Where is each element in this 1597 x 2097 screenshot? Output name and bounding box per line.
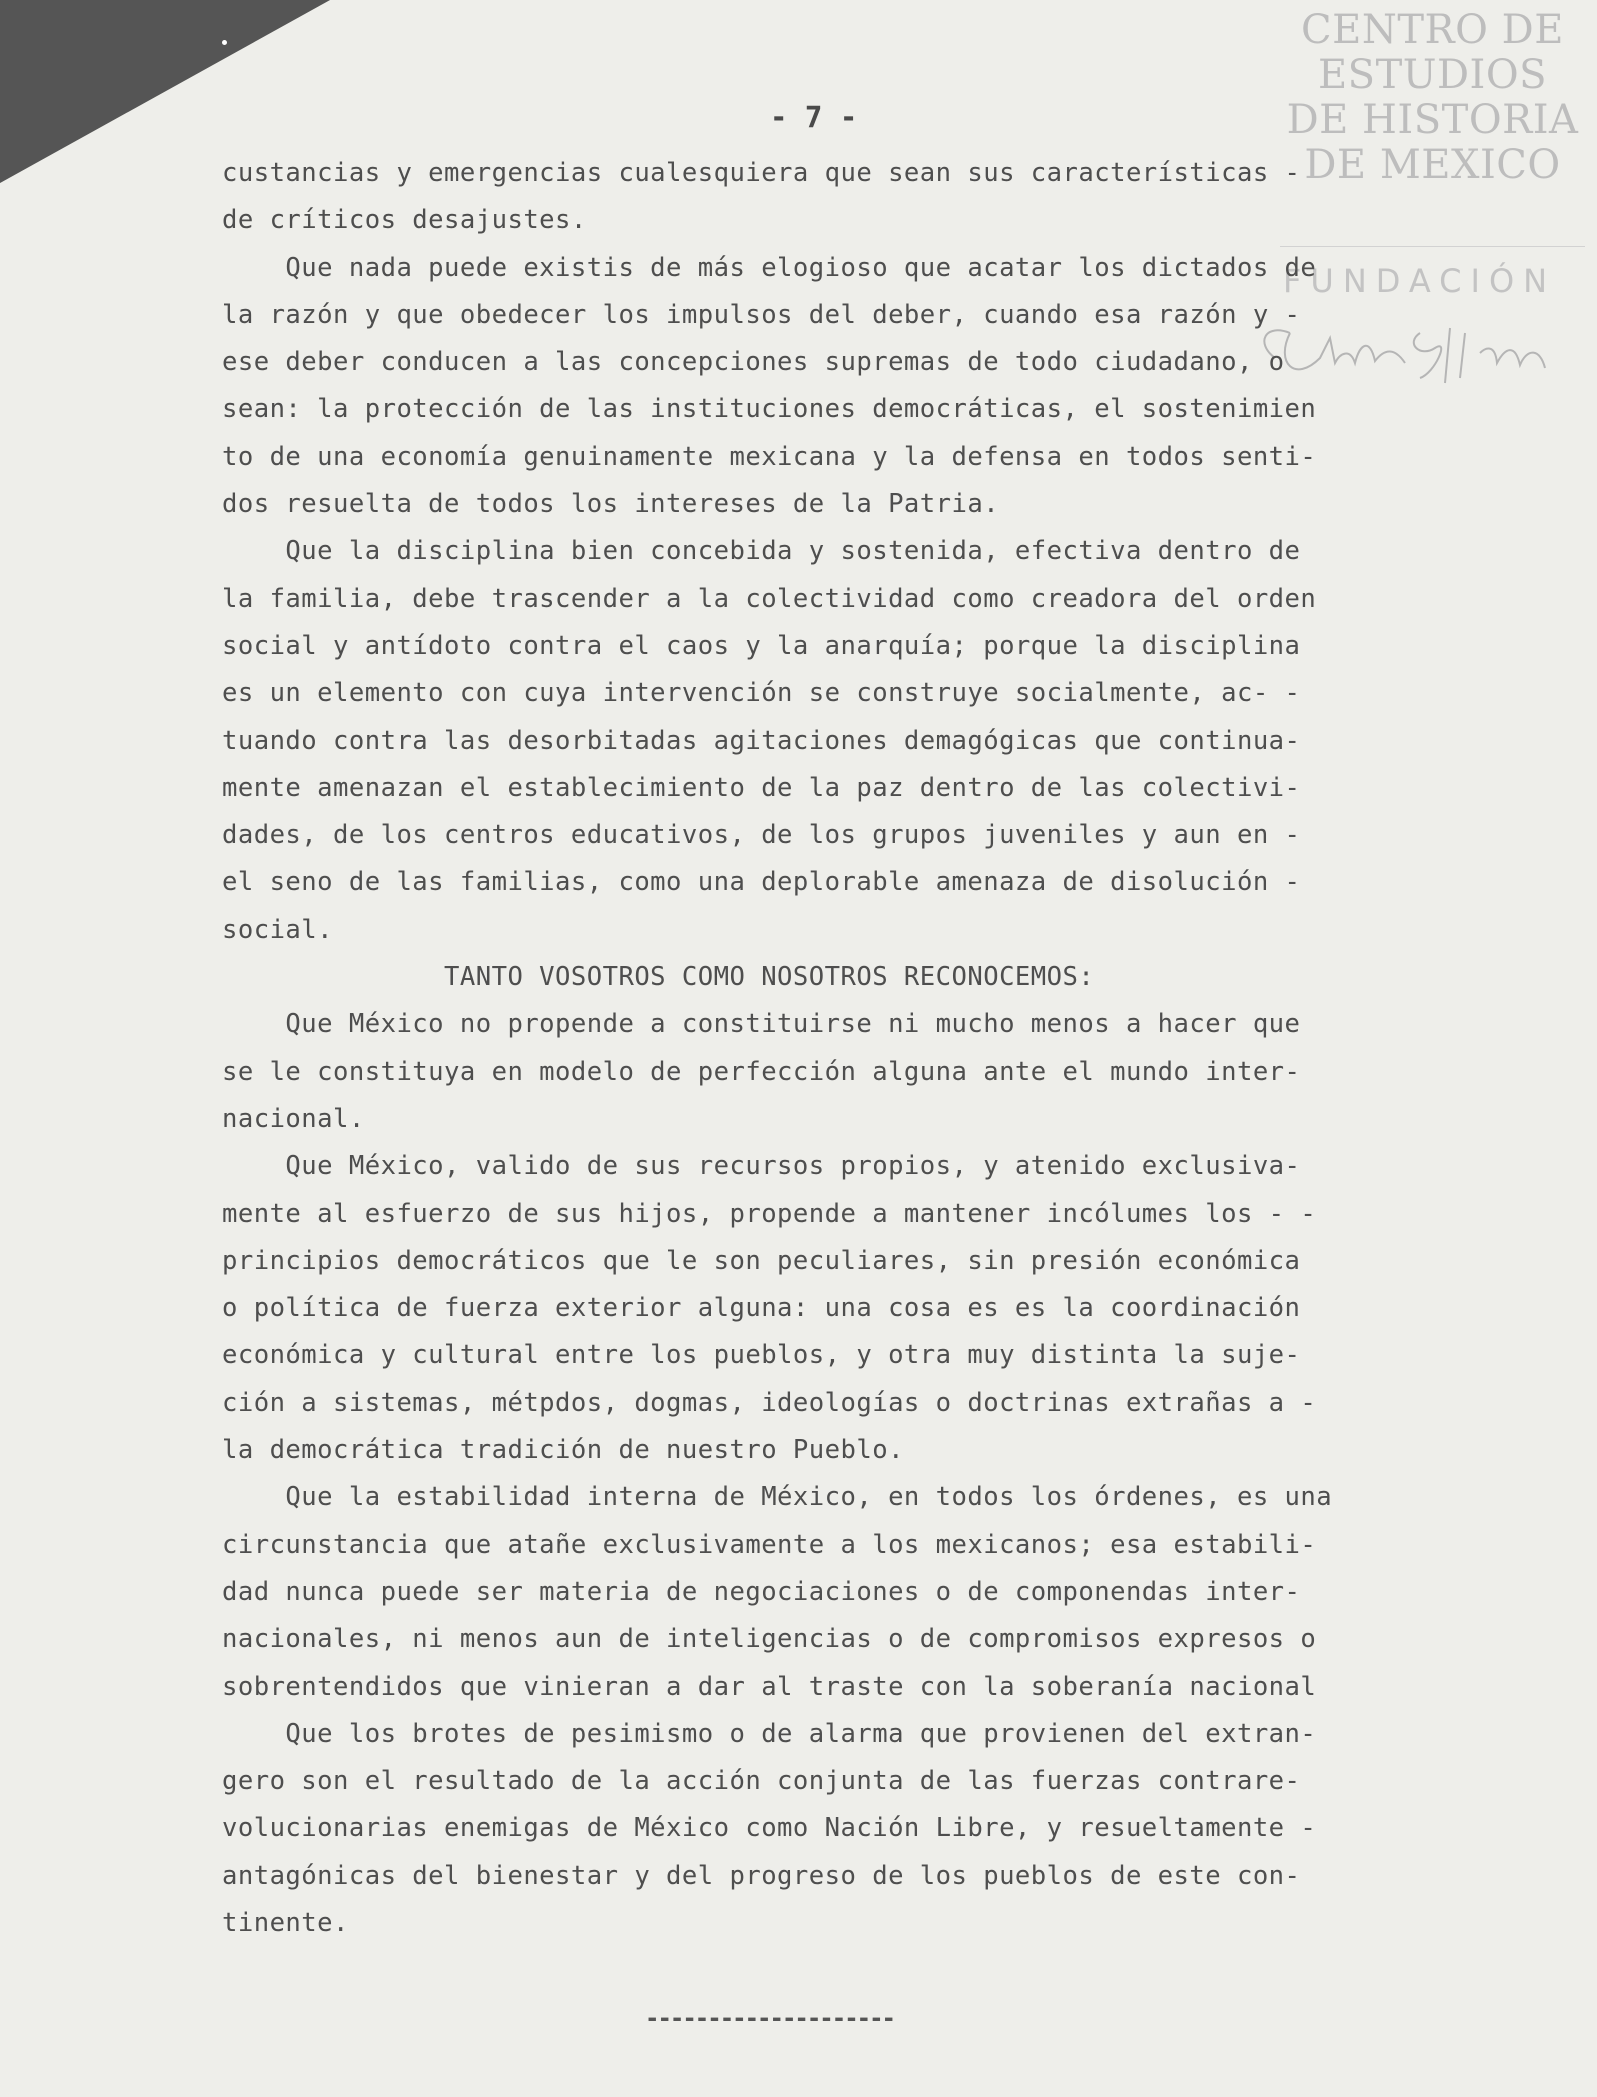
closing-dash-rule: -------------------- xyxy=(645,2004,894,2032)
watermark-line: DE MEXICO xyxy=(1304,142,1561,188)
text-line: Que la disciplina bien concebida y sostenida, efectiva dentro de xyxy=(222,536,1301,567)
text-line: principios democráticos que le son peculiares, sin presión económica xyxy=(222,1245,1301,1276)
text-line: dades, de los centros educativos, de los grupos juveniles y aun en - xyxy=(222,820,1301,851)
text-line: volucionarias enemigas de México como Nación Libre, y resueltamente - xyxy=(222,1813,1317,1844)
text-line: circunstancia que atañe exclusivamente a los mexicanos; esa estabili- xyxy=(222,1529,1317,1560)
text-line: se le constituya en modelo de perfección alguna ante el mundo inter- xyxy=(222,1056,1301,1087)
text-line: dad nunca puede ser materia de negociaciones o de componendas inter- xyxy=(222,1576,1301,1607)
text-line: mente al esfuerzo de sus hijos, propende a mantener incólumes los - - xyxy=(222,1198,1317,1229)
text-line: sobrentendidos que vinieran a dar al traste con la soberanía nacional xyxy=(222,1671,1317,1702)
watermark-foundation: FUNDACIÓN xyxy=(1283,262,1557,300)
page-number: - 7 - xyxy=(770,100,858,134)
text-line: de críticos desajustes. xyxy=(222,205,587,236)
text-line: tinente. xyxy=(222,1907,349,1938)
text-line: ción a sistemas, métpdos, dogmas, ideologías o doctrinas extrañas a - xyxy=(222,1387,1317,1418)
watermark-line: DE HISTORIA xyxy=(1286,97,1579,143)
text-line: to de una economía genuinamente mexicana y la defensa en todos senti- xyxy=(222,441,1317,472)
text-line: Que México no propende a constituirse ni mucho menos a hacer que xyxy=(222,1009,1301,1040)
typed-body-text xyxy=(222,150,1527,1947)
text-line: o política de fuerza exterior alguna: una cosa es es la coordinación xyxy=(222,1293,1301,1324)
scan-speck xyxy=(222,40,227,45)
text-line: gero son el resultado de la acción conjunta de las fuerzas contrare- xyxy=(222,1766,1301,1797)
text-line: nacional. xyxy=(222,1103,365,1134)
text-line: ese deber conducen a las concepciones supremas de todo ciudadano, o xyxy=(222,347,1285,378)
text-line: la razón y que obedecer los impulsos del deber, cuando esa razón y - xyxy=(222,299,1301,330)
text-line: mente amenazan el establecimiento de la paz dentro de las colectivi- xyxy=(222,772,1301,803)
text-line: es un elemento con cuya intervención se construye socialmente, ac- - xyxy=(222,678,1301,709)
watermark-line: CENTRO DE xyxy=(1301,7,1564,53)
text-line: la democrática tradición de nuestro Pueblo. xyxy=(222,1435,904,1466)
text-line: Que la estabilidad interna de México, en todos los órdenes, es una xyxy=(222,1482,1333,1513)
text-line: social y antídoto contra el caos y la anarquía; porque la disciplina xyxy=(222,630,1301,661)
text-line: económica y cultural entre los pueblos, y otra muy distinta la suje- xyxy=(222,1340,1301,1371)
watermark-line: ESTUDIOS xyxy=(1317,52,1548,98)
text-line: antagónicas del bienestar y del progreso de los pueblos de este con- xyxy=(222,1860,1301,1891)
section-heading: TANTO VOSOTROS COMO NOSOTROS RECONOCEMOS: xyxy=(222,962,1095,993)
text-line: sean: la protección de las instituciones democráticas, el sostenimien xyxy=(222,394,1317,425)
text-line: social. xyxy=(222,914,334,945)
text-line: tuando contra las desorbitadas agitaciones demagógicas que continua- xyxy=(222,725,1301,756)
text-line: el seno de las familias, como una deplorable amenaza de disolución - xyxy=(222,867,1301,898)
text-line: Que México, valido de sus recursos propios, y atenido exclusiva- xyxy=(222,1151,1301,1182)
text-line: Que los brotes de pesimismo o de alarma que provienen del extran- xyxy=(222,1718,1317,1749)
text-line: Que nada puede existis de más elogioso que acatar los dictados de xyxy=(222,252,1317,283)
text-line: dos resuelta de todos los intereses de la Patria. xyxy=(222,489,1000,520)
text-line: la familia, debe trascender a la colectividad como creadora del orden xyxy=(222,583,1317,614)
text-line: nacionales, ni menos aun de inteligencias o de compromisos expresos o xyxy=(222,1624,1317,1655)
text-line: custancias y emergencias cualesquiera que sean sus características - xyxy=(222,158,1301,188)
